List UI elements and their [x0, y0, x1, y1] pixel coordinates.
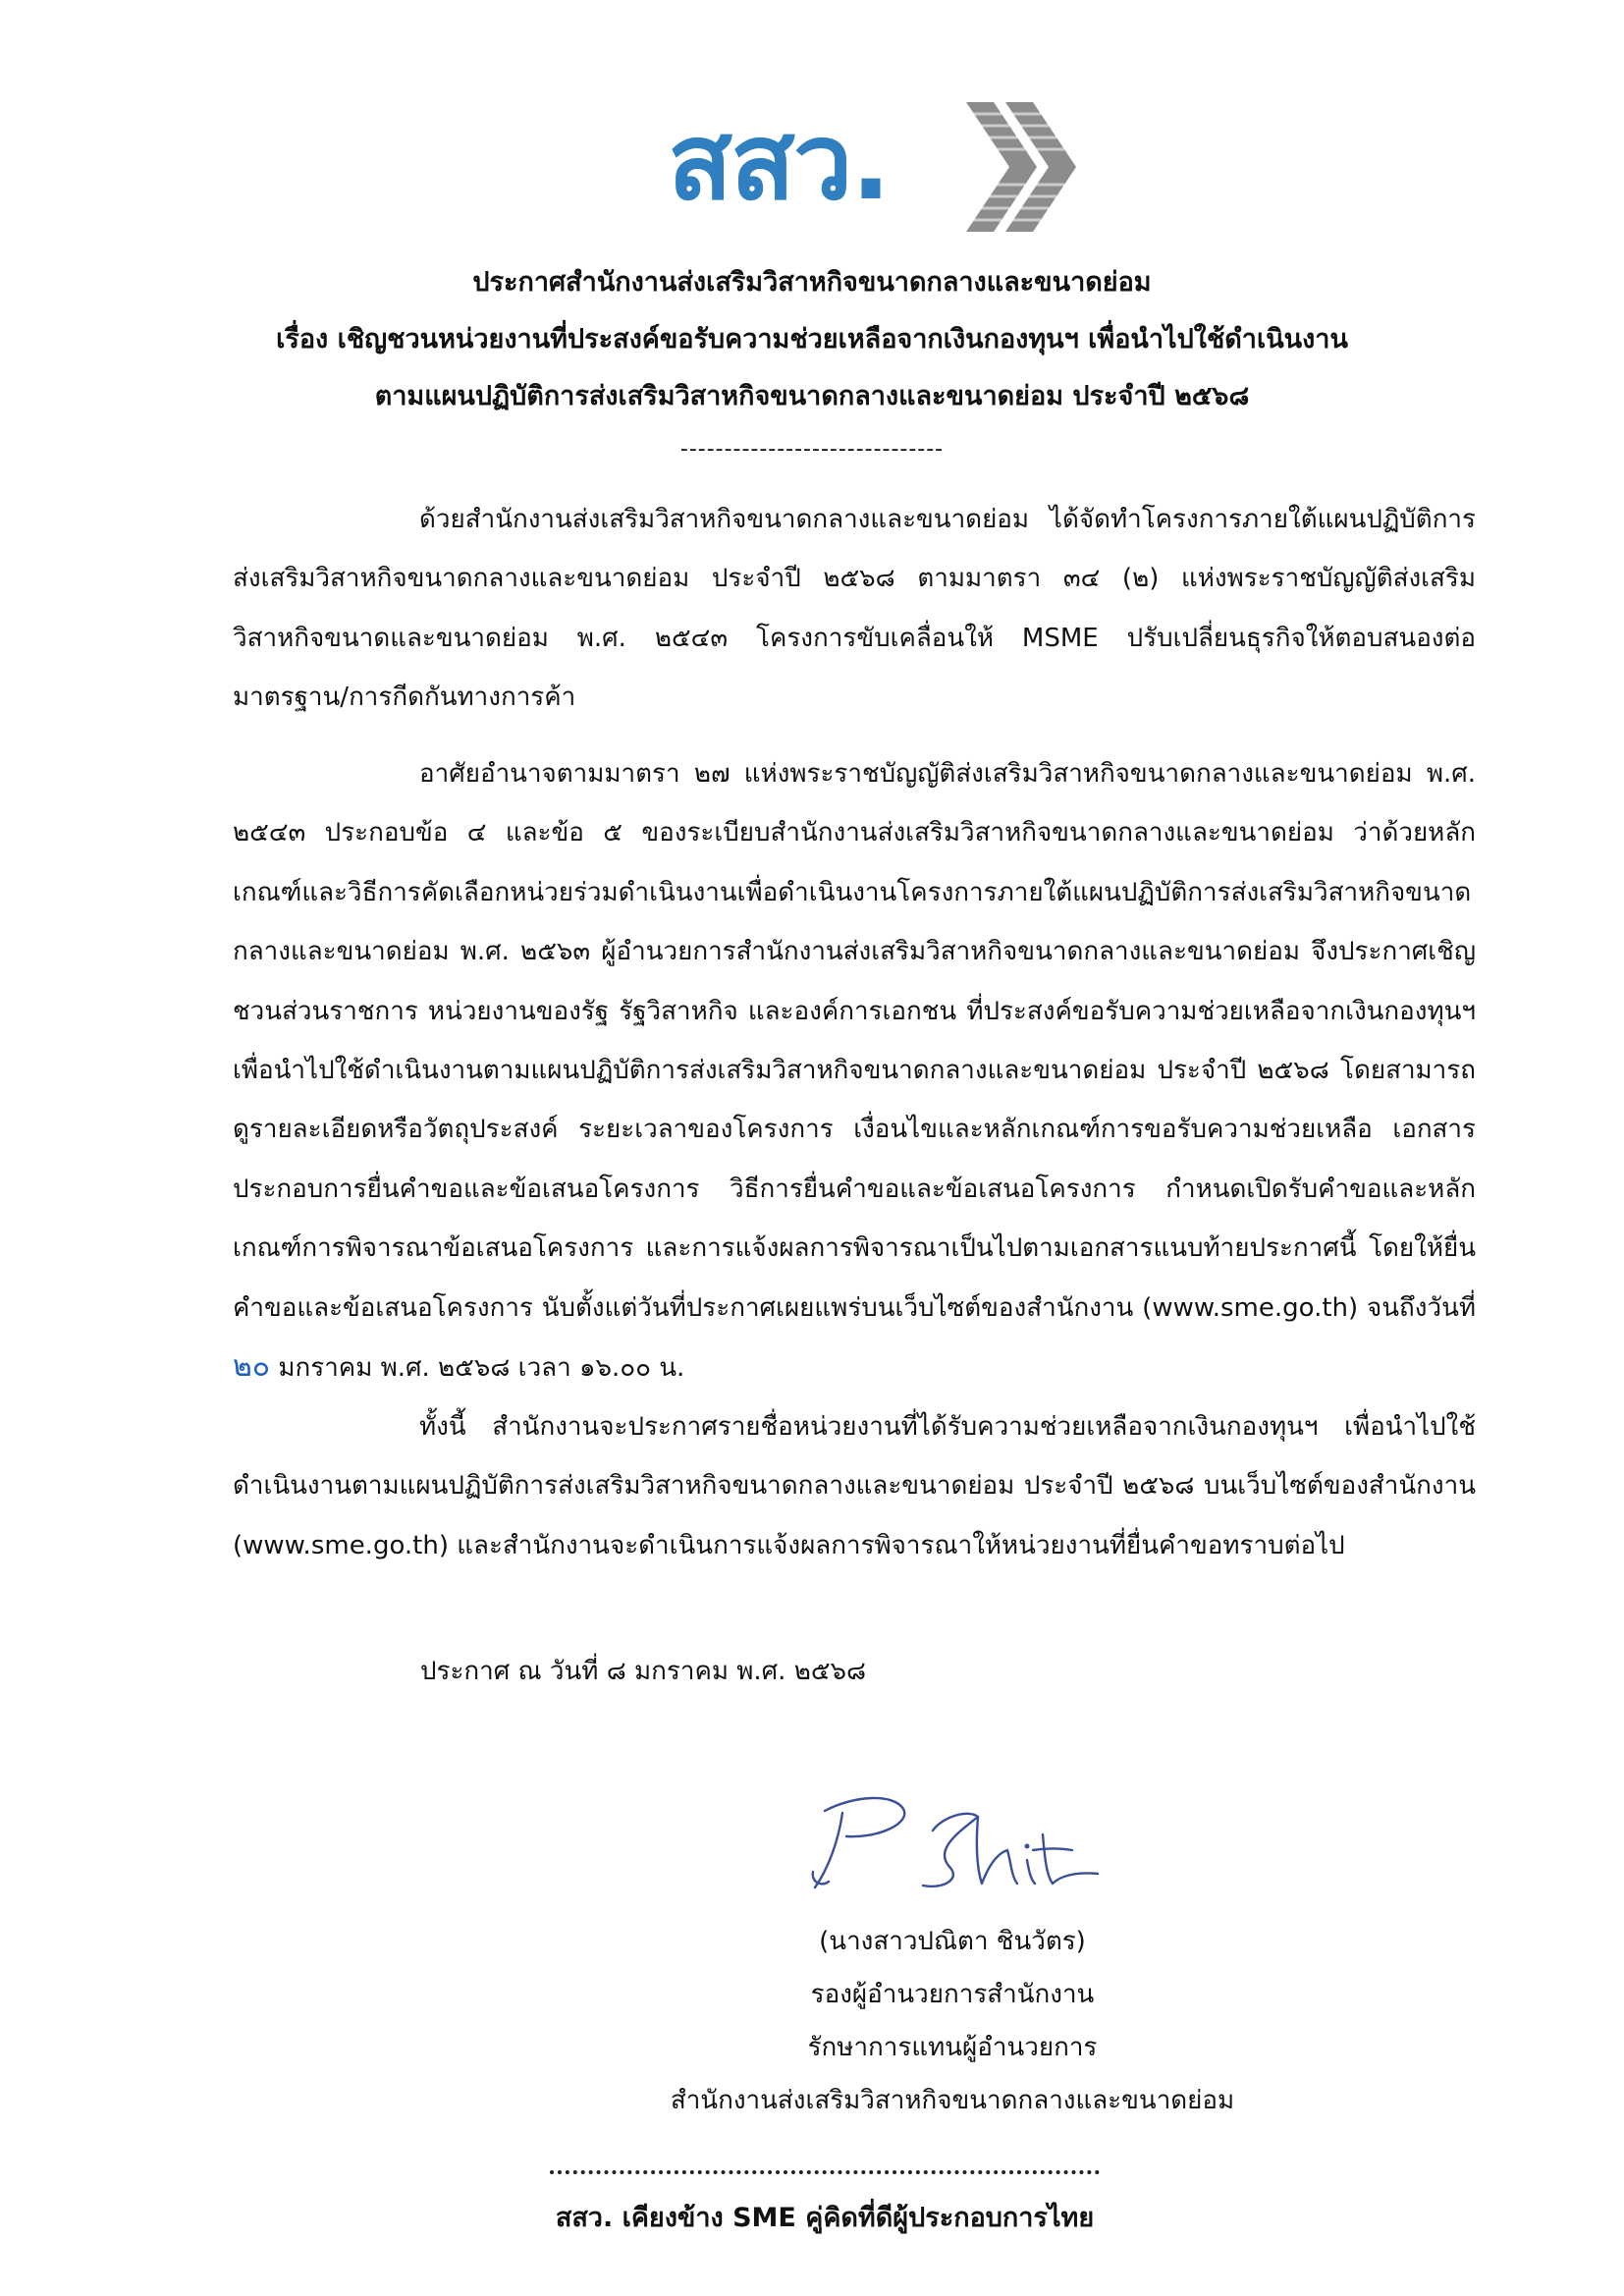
footer-divider — [550, 2170, 1100, 2174]
announcement-subject-cont: ตามแผนปฏิบัติการส่งเสริมวิสาหกิจขนาดกลางและขนาดย่อม ประจำปี ๒๕๖๘ — [374, 381, 1250, 411]
body-paragraph-2 — [233, 744, 1476, 1397]
title-divider: ------------------------------ — [679, 437, 945, 462]
signatory-position: รองผู้อำนวยการสำนักงาน — [810, 1980, 1095, 2009]
body-paragraph-3: ทั้งนี้ สำนักงานจะประกาศรายชื่อหน่วยงานที่ได้รับความช่วยเหลือจากเงินกองทุนฯ เพื่อนำไปใช้ดำเนินงานตามแผนปฏิบัติการส่งเสริมวิสาหกิจขนาดกลางและขนาดย่อม ประจำปี ๒๕๖๘ บนเว็บไซต์ของสำนักงาน (www.sme.go.th) และสำนักงานจะดำเนินการแจ้งผลการพิจารณาให้หน่วยงานที่ยื่นคำขอทราบต่อไป — [233, 1412, 1476, 1560]
announcement-title: ประกาศสำนักงานส่งเสริมวิสาหกิจขนาดกลางและขนาดย่อม — [472, 267, 1152, 298]
paragraph-2-text: อาศัยอำนาจตามมาตรา ๒๗ แห่งพระราชบัญญัติส่งเสริมวิสาหกิจขนาดกลางและขนาดย่อม พ.ศ. ๒๕๔๓ ประกอบข้อ ๔ และข้อ ๕ ของระเบียบสำนักงานส่งเสริมวิสาหกิจขนาดกลางและขนาดย่อม ว่าด้วยหลักเกณฑ์และวิธีการคัดเลือกหน่วยร่วมดำเนินงานเพื่อดำเนินงานโครงการภายใต้แผนปฏิบัติการส่งเสริมวิสาหกิจขนาดกลางและขนาดย่อม พ.ศ. ๒๕๖๓ ผู้อำนวยการสำนักงานส่งเสริมวิสาหกิจขนาดกลางและขนาดย่อม จึงประกาศเชิญชวนส่วนราชการ หน่วยงานของรัฐ รัฐวิสาหกิจ และองค์การเอกชน ที่ประสงค์ขอรับความช่วยเหลือจากเงินกองทุนฯ เพื่อนำไปใช้ดำเนินงานตามแผนปฏิบัติการส่งเสริมวิสาหกิจขนาดกลางและขนาดย่อม ประจำปี ๒๕๖๘ โดยสามารถดูรายละเอียดหรือวัตถุประสงค์ ระยะเวลาของโครงการ เงื่อนไขและหลักเกณฑ์การขอรับความช่วยเหลือ เอกสารประกอบการยื่นคำขอและข้อเสนอโครงการ วิธีการยื่นคำขอและข้อเสนอโครงการ กำหนดเปิดรับคำขอและหลักเกณฑ์การพิจารณาข้อเสนอโครงการ และการแจ้งผลการพิจารณาเป็นไปตามเอกสารแนบท้ายประกาศนี้ โดยให้ยื่นคำขอและข้อเสนอโครงการ นับตั้งแต่วันที่ประกาศเผยแพร่บนเว็บไซต์ของสำนักงาน (www.sme.go.th) จนถึงวันที่ — [233, 759, 1476, 1323]
announce-date: ประกาศ ณ วันที่ ๘ มกราคม พ.ศ. ๒๕๖๘ — [420, 1657, 867, 1686]
deadline-day-highlight: ๒๐ — [233, 1349, 271, 1385]
signatory-acting-position: รักษาการแทนผู้อำนวยการ — [807, 2033, 1098, 2062]
body-paragraph-1: ด้วยสำนักงานส่งเสริมวิสาหกิจขนาดกลางและขนาดย่อม ได้จัดทำโครงการภายใต้แผนปฏิบัติการส่งเสริมวิสาหกิจขนาดกลางและขนาดย่อม ประจำปี ๒๕๖๘ ตามมาตรา ๓๔ (๒) แห่งพระราชบัญญัติส่งเสริมวิสาหกิจขนาดและขนาดย่อม พ.ศ. ๒๕๔๓ โครงการขับเคลื่อนให้ MSME ปรับเปลี่ยนธุรกิจให้ตอบสนองต่อมาตรฐาน/การกีดกันทางการค้า — [233, 505, 1476, 713]
handwritten-signature — [785, 1777, 1119, 1905]
double-chevron-icon — [962, 98, 1080, 236]
announcement-subject: เรื่อง เชิญชวนหน่วยงานที่ประสงค์ขอรับความช่วยเหลือจากเงินกองทุนฯ เพื่อนำไปใช้ดำเนินงาน — [276, 324, 1348, 355]
osmep-logo — [668, 94, 1080, 242]
signatory-organization: สำนักงานส่งเสริมวิสาหกิจขนาดกลางและขนาดย่อม — [670, 2086, 1235, 2115]
footer-slogan: สสว. เคียงข้าง SME คู่คิดที่ดีผู้ประกอบการไทย — [555, 2203, 1095, 2233]
paragraph-2-end: มกราคม พ.ศ. ๒๕๖๘ เวลา ๑๖.๐๐ น. — [270, 1353, 685, 1384]
logo-text: สสว. — [668, 101, 890, 224]
signatory-name: (นางสาวปณิตา ชินวัตร) — [819, 1927, 1086, 1956]
